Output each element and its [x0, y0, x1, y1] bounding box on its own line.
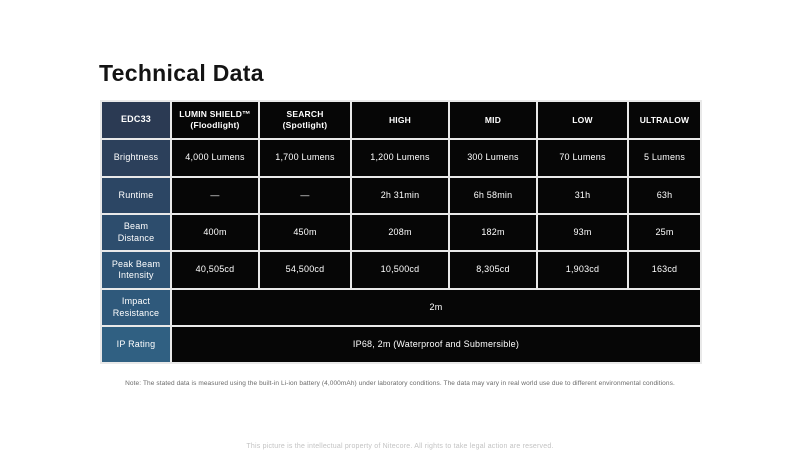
table-header-row [101, 101, 701, 139]
cell-value: 10,500cd [351, 251, 449, 289]
cell-value: 31h [537, 177, 628, 214]
cell-value: 182m [449, 214, 537, 251]
column-header-label: LUMIN SHIELD™ [179, 109, 251, 120]
footnote: Note: The stated data is measured using the built-in Li-ion battery (4,000mAh) under laboratory conditions. The data may vary in real world use due to different environmental conditions. [125, 380, 675, 387]
cell-value: 2h 31min [351, 177, 449, 214]
cell-value: 400m [171, 214, 259, 251]
table-row-ip-rating [101, 326, 701, 363]
cell-value: 1,700 Lumens [259, 139, 351, 177]
cell-value-span: IP68, 2m (Waterproof and Submersible) [171, 326, 701, 363]
row-label-impact-resistance: Impact Resistance [101, 289, 171, 326]
column-header-label: LOW [572, 114, 593, 125]
cell-value: 1,200 Lumens [351, 139, 449, 177]
column-header-label: ULTRALOW [639, 114, 690, 125]
column-header-search [259, 101, 351, 139]
cell-value: 93m [537, 214, 628, 251]
cell-value: 54,500cd [259, 251, 351, 289]
table-row-peak-beam-intensity [101, 251, 701, 289]
table-row-runtime [101, 177, 701, 214]
row-label-beam-distance: Beam Distance [101, 214, 171, 251]
column-header-mid [449, 101, 537, 139]
cell-value: — [171, 177, 259, 214]
column-header-label: HIGH [388, 114, 412, 125]
cell-value: 5 Lumens [628, 139, 701, 177]
column-header-ultralow [628, 101, 701, 139]
column-header-label: SEARCH [286, 109, 324, 120]
cell-value: 450m [259, 214, 351, 251]
cell-value: 1,903cd [537, 251, 628, 289]
cell-value: 8,305cd [449, 251, 537, 289]
row-label-ip-rating: IP Rating [101, 326, 171, 363]
cell-value: 70 Lumens [537, 139, 628, 177]
row-label-peak-beam-intensity: Peak Beam Intensity [101, 251, 171, 289]
cell-value-span: 2m [171, 289, 701, 326]
cell-value: 4,000 Lumens [171, 139, 259, 177]
row-label-runtime: Runtime [101, 177, 171, 214]
cell-value: 163cd [628, 251, 701, 289]
copyright-notice: This picture is the intellectual property of Nitecore. All rights to take legal action are reserved. [246, 443, 554, 450]
column-header-high [351, 101, 449, 139]
technical-data-table [100, 100, 702, 364]
table-row-beam-distance [101, 214, 701, 251]
cell-value: — [259, 177, 351, 214]
cell-value: 300 Lumens [449, 139, 537, 177]
table-row-impact-resistance [101, 289, 701, 326]
column-header-lumin-shield [171, 101, 259, 139]
column-header-sublabel: (Spotlight) [282, 120, 328, 130]
cell-value: 208m [351, 214, 449, 251]
cell-value: 63h [628, 177, 701, 214]
cell-value: 6h 58min [449, 177, 537, 214]
column-header-sublabel: (Floodlight) [190, 120, 240, 130]
table-row-brightness [101, 139, 701, 177]
corner-cell-model: EDC33 [101, 101, 171, 139]
column-header-label: MID [484, 114, 502, 125]
column-header-low [537, 101, 628, 139]
page-title: Technical Data [99, 60, 264, 86]
cell-value: 40,505cd [171, 251, 259, 289]
row-label-brightness: Brightness [101, 139, 171, 177]
cell-value: 25m [628, 214, 701, 251]
